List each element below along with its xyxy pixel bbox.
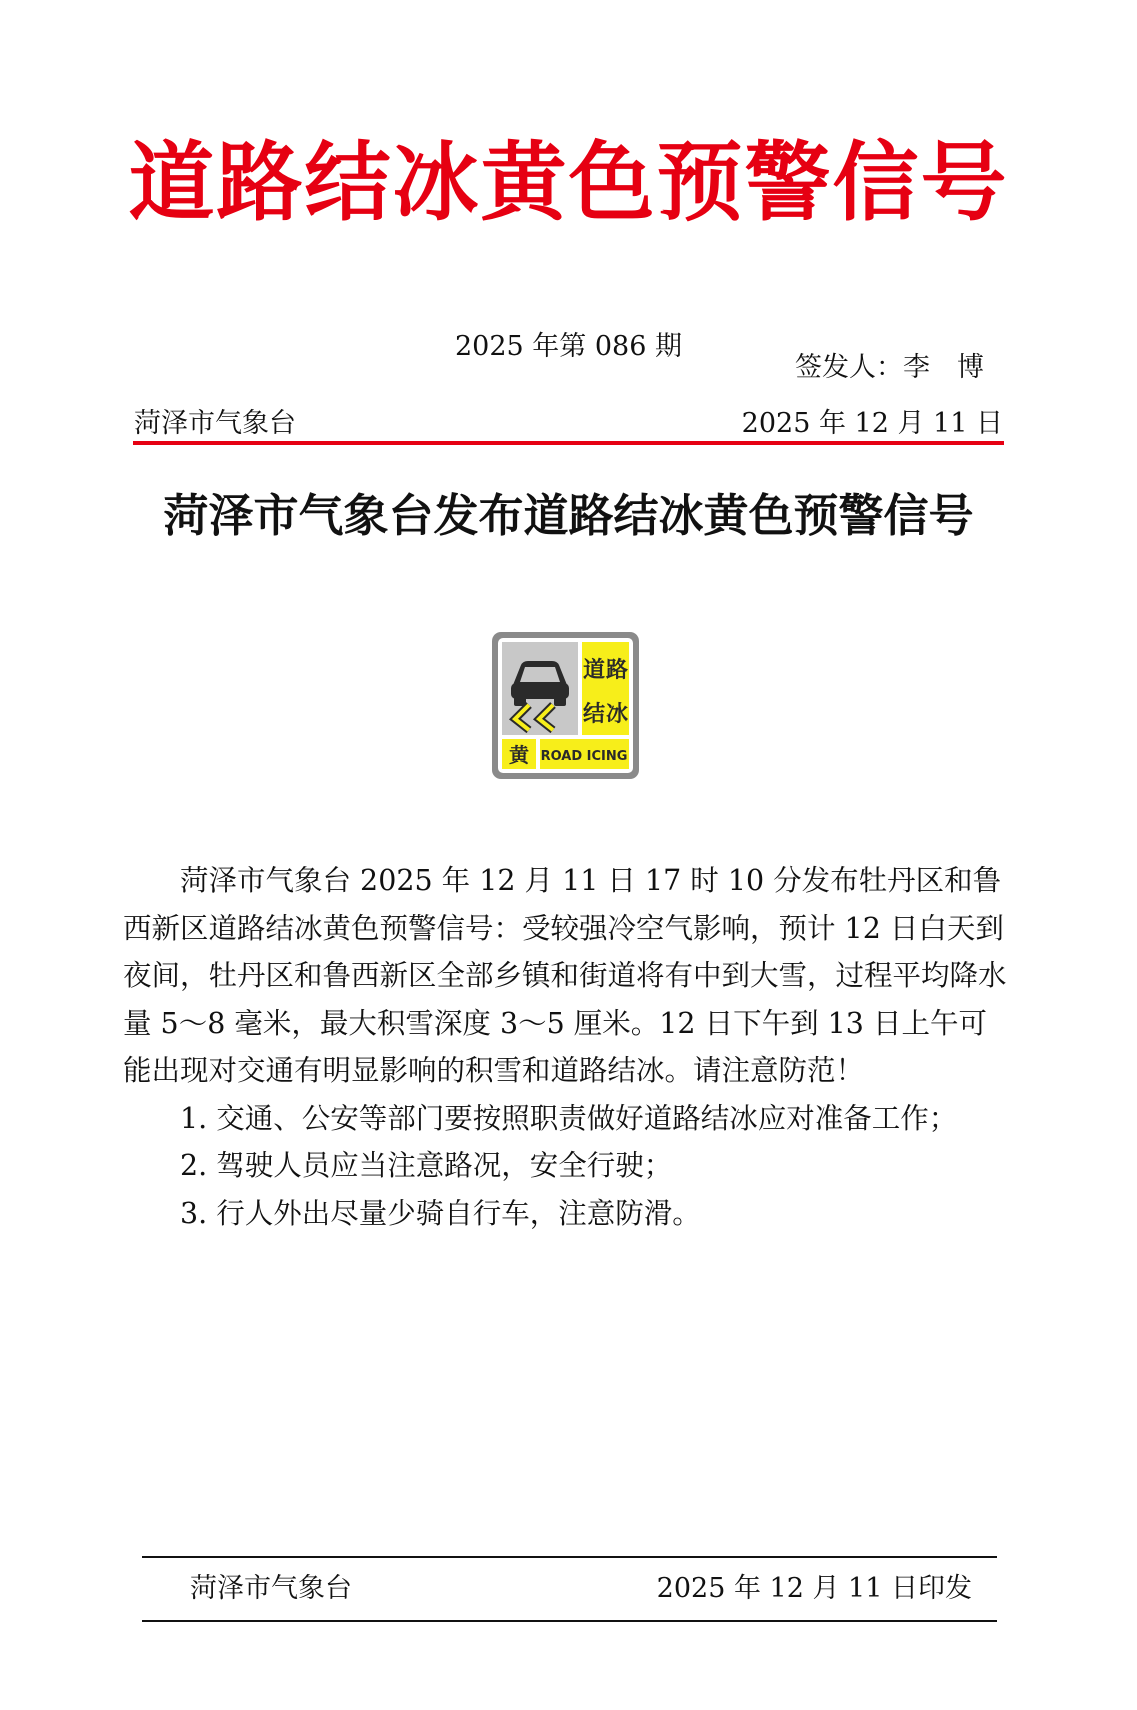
icon-char-2: 路	[605, 658, 629, 683]
red-divider	[133, 441, 1004, 445]
footer-bottom-rule	[142, 1620, 997, 1622]
issuing-org: 菏泽市气象台	[134, 408, 296, 439]
body-paragraph-main: 菏泽市气象台 2025 年 12 月 11 日 17 时 10 分发布牡丹区和鲁西新区道路结冰黄色预警信号：受较强冷空气影响，预计 12 日白天到夜间，牡丹区和鲁西新区全部乡镇和街道将有中到大雪，过程平均降水量 5～8 毫米，最大积雪深度 3～5 厘米。12 日下午到 13 日上午可能出现对交通有明显影响的积雪和道路结冰。请注意防范！	[123, 864, 1007, 1087]
road-icing-warning-icon	[491, 631, 640, 780]
body-item-2: 2. 驾驶人员应当注意路况，安全行驶；	[180, 1149, 673, 1182]
icon-char-1: 道	[582, 658, 606, 683]
icon-english-label: ROAD ICING	[540, 749, 628, 764]
icon-level-char: 黄	[509, 743, 529, 767]
body-item-3: 3. 行人外出尽量少骑自行车，注意防滑。	[180, 1196, 701, 1230]
icon-char-3: 结	[582, 702, 606, 727]
document-title: 菏泽市气象台发布道路结冰黄色预警信号	[163, 489, 974, 542]
signer: 签发人：李 博	[795, 352, 984, 383]
red-header-title: 道路结冰黄色预警信号	[128, 133, 1009, 233]
body-item-1: 1. 交通、公安等部门要按照职责做好道路结冰应对准备工作；	[180, 1101, 958, 1135]
footer-top-rule	[142, 1556, 997, 1558]
issue-number: 2025 年第 086 期	[455, 331, 682, 362]
issue-date: 2025 年 12 月 11 日	[741, 408, 1003, 439]
icon-char-4: 冰	[605, 702, 629, 727]
footer-org: 菏泽市气象台	[190, 1573, 352, 1604]
warning-body	[123, 857, 1013, 1237]
footer-date: 2025 年 12 月 11 日印发	[656, 1573, 972, 1604]
